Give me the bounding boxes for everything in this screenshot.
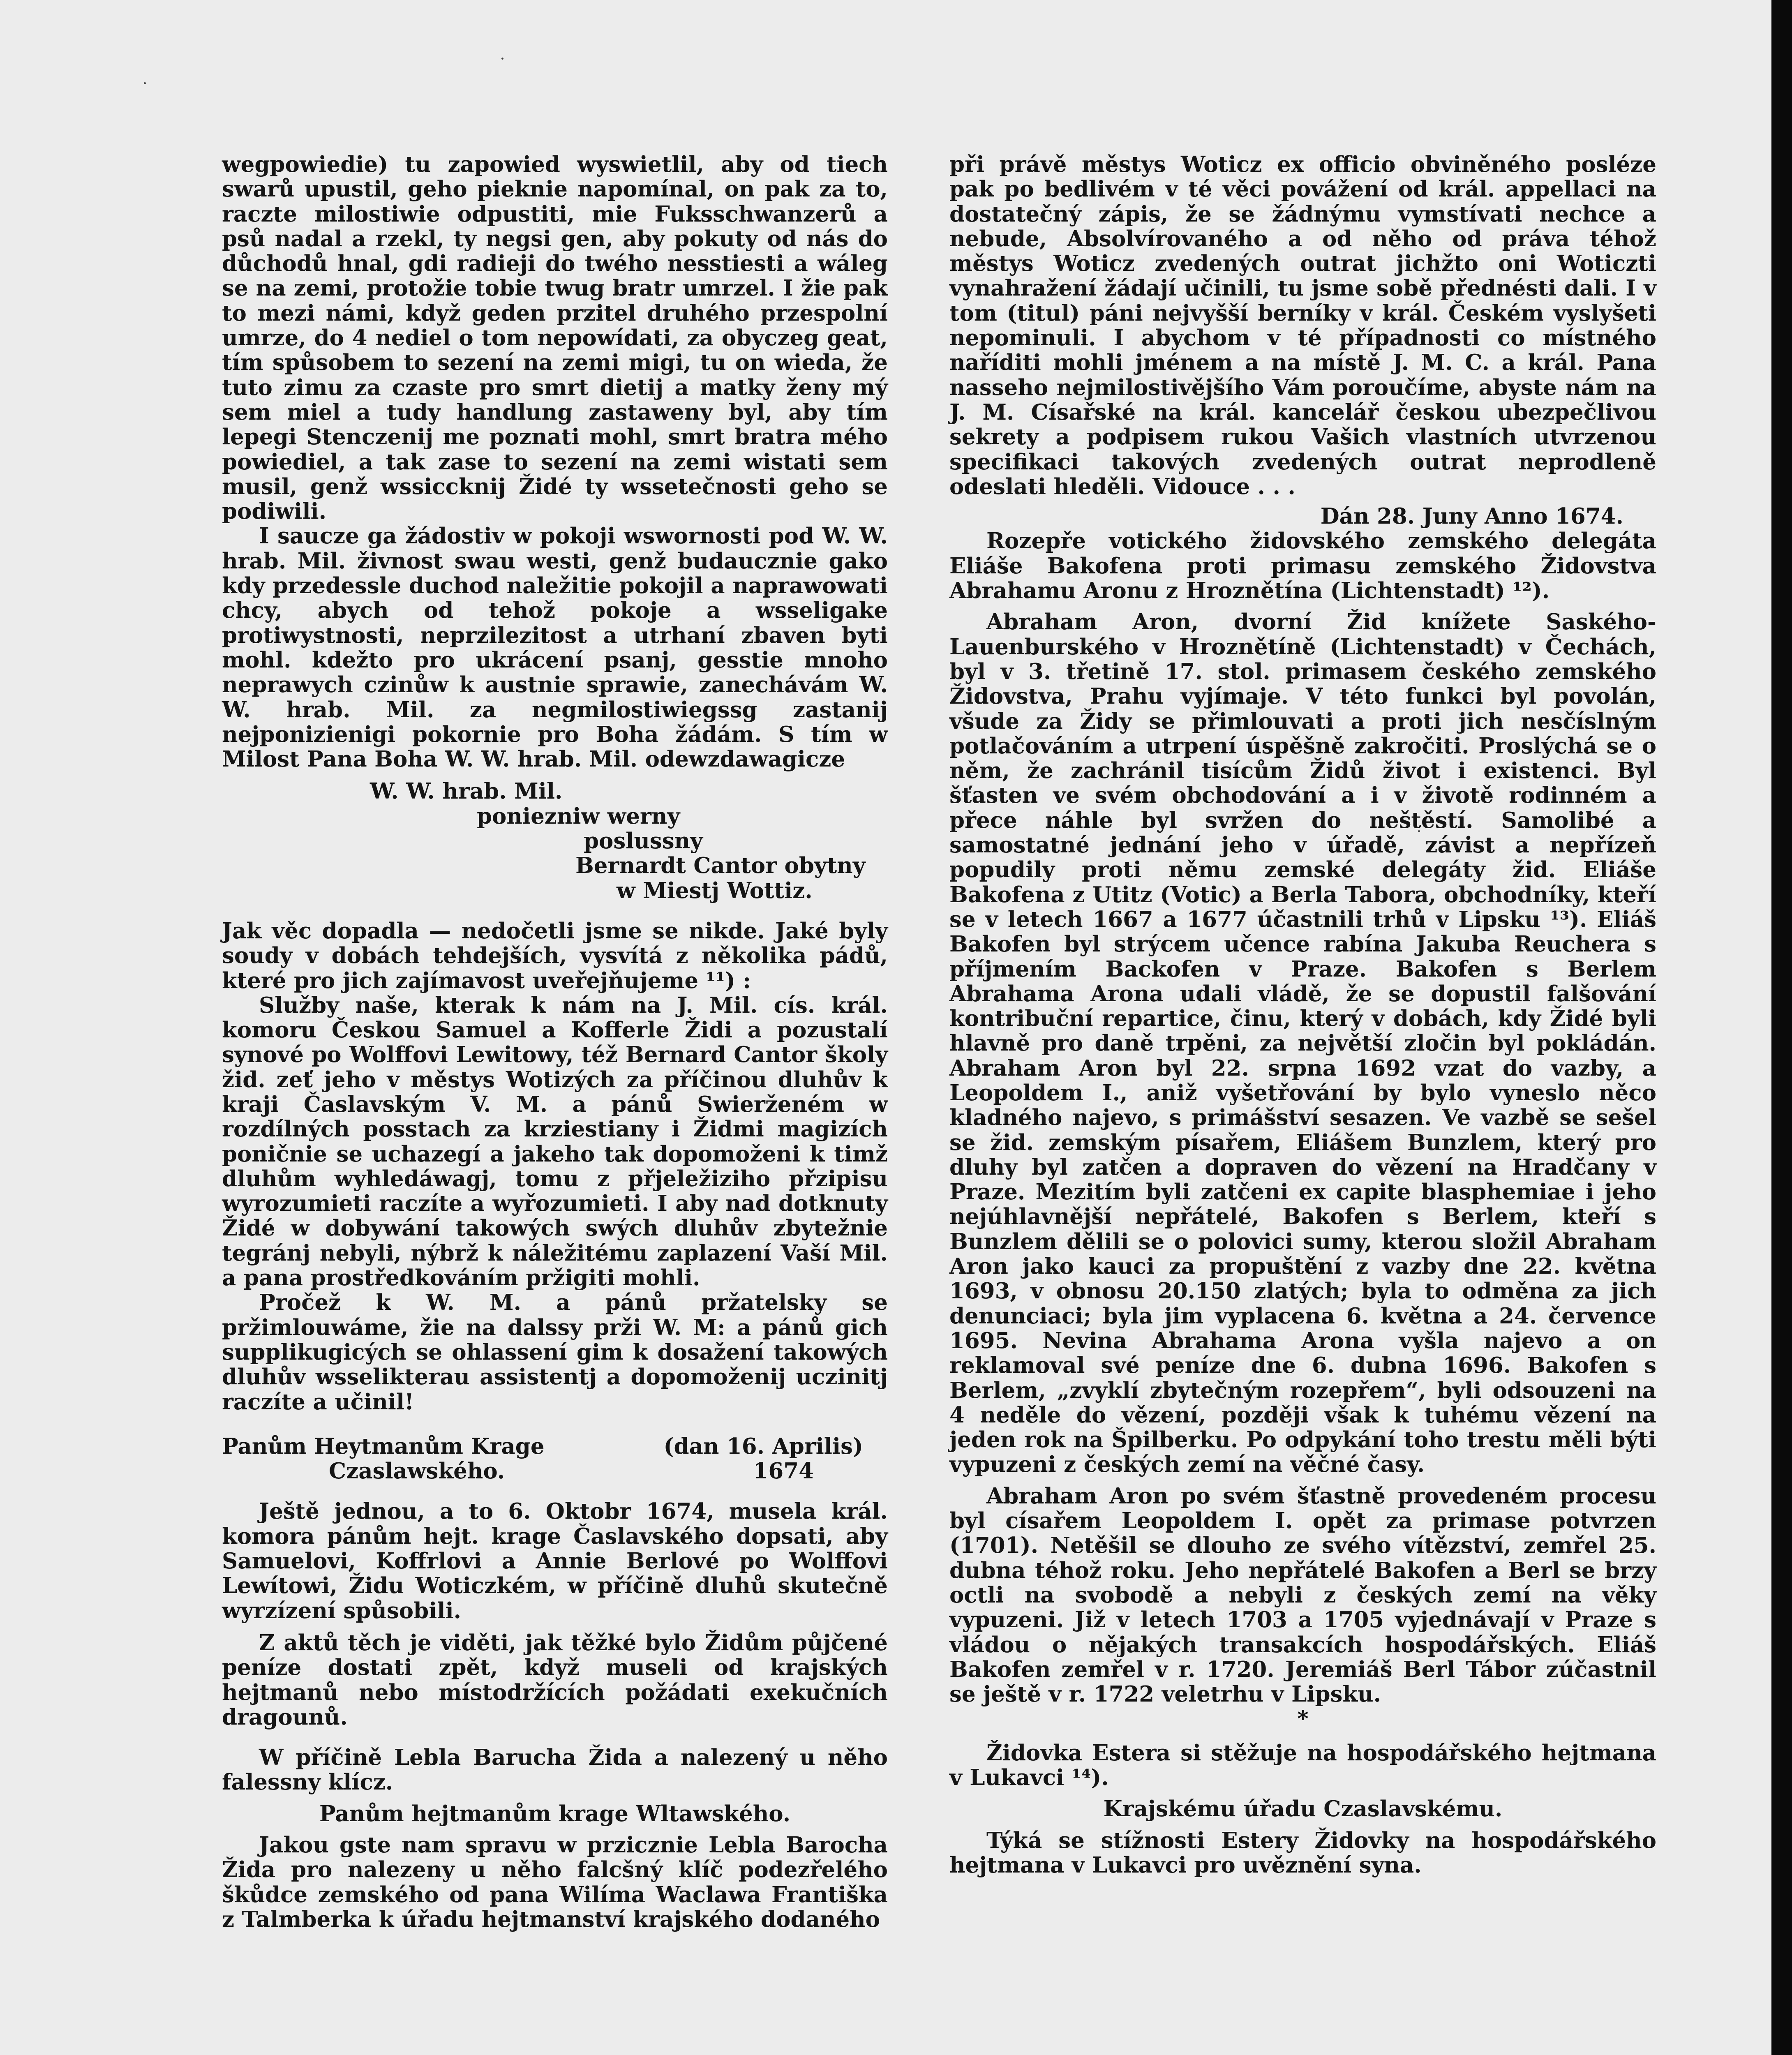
paragraph: Pročež k W. M. a pánů pržatelsky se pržimlouwáme, žie na dalssy prži W. M: a pánů gich supplikugicých se ohlassení gim k dosažení takowých dluhův wsselikterau assistentj a dopomoženij uczinitj raczíte a učinil! — [222, 1290, 888, 1415]
scan-speck — [501, 58, 503, 60]
paragraph: Jakou gste nam spravu w przicznie Lebla Barocha Žida pro nalezeny u něho falcšný klíč podezřelého škůdce zemského od pana Wilíma Waclawa Františka z Talmberka k úřadu hejtmanství krajského dodaného — [222, 1832, 888, 1932]
signature-line: W. W. hrab. Mil. — [370, 778, 563, 804]
section-separator: * — [1297, 1706, 1309, 1732]
paragraph: wegpowiedie) tu zapowied wyswietlil, aby od tiech swarů upustil, geho pieknie napomínal, on pak za to, raczte milostiwie odpustiti, mie Fuksschwanzerů a psů nadal a rzekl, ty negsi gen, aby pokuty od nás do důchodů hnal, gdi radieji do twého nesstiesti a wáleg se na zemi, protožie tobie twug bratr umrzel. I žie pak to mezi námi, když geden przitel druhého przespolní umrze, do 4 nediel o tom nepowídati, za obyczeg geat, tím spůsobem to sezení na zemi migi, tu on wieda, že tuto zimu za czaste pro smrt dietij a matky ženy mý sem miel a tudy handlung zastaweny byl, aby tím lepegi Stenczenij me poznati mohl, smrt bratra mého powiediel, a tak zase to sezení na zemi wistati sem musil, genž wssiccknij Židé ty wssetečnosti geho se podiwili. — [222, 152, 888, 524]
paragraph: Abraham Aron po svém šťastně provedeném procesu byl císařem Leopoldem I. opět za primase potvrzen (1701). Netěšil se dlouho ze svého vítězství, zemřel 25. dubna téhož roku. Jeho nepřátelé Bakofen a Berl se brzy octli na svobodě a nebyli z českých zemí na věky vypuzeni. Již v letech 1703 a 1705 vyjednávají v Praze s vládou o nějakých transakcích hospodářských. Eliáš Bakofen zemřel v r. 1720. Jeremiáš Berl Tábor zúčastnil se ještě v r. 1722 veletrhu v Lipsku. — [949, 1483, 1656, 1707]
section-heading: Židovka Estera si stěžuje na hospodářského hejtmana v Lukavci ¹⁴). — [949, 1740, 1656, 1790]
paragraph: Abraham Aron, dvorní Žid knížete Saského-Lauenburského v Hroznětíně (Lichtenstadt) v Čechách, byl v 3. třetině 17. stol. primasem českého zemského Židovstva, Prahu vyjímaje. V této funkci byl povolán, všude za Židy se přimlouvati a proti jich nesčíslným potlačováním a utrpení úspěšně zakročiti. Proslýchá se o něm, že zachránil tisícům Židů život i existenci. Byl šťasten ve svém obchodování a i v životě rodinném a přece náhle byl svržen do neštěstí. Samolibé a samostatné jednání jeho v úřadě, závist a nepřízeň popudily proti němu zemské delegáty žid. Eliáše Bakofena z Utitz (Votic) a Berla Tabora, obchodníky, kteří se v letech 1667 a 1677 účastnili trhů v Lipsku ¹³). Eliáš Bakofen byl strýcem učence rabína Jakuba Reuchera s příjmením Backofen v Praze. Bakofen s Berlem Abrahama Arona udali vládě, že se dopustil falšování kontribuční repartice, činu, který v dobách, kdy Židé byli hlavně pro daně trpěni, za největší zločin byl pokládán. Abraham Aron byl 22. srpna 1692 vzat do vazby, a Leopoldem I., aniž vyšetřování by bylo vyneslo něco kladného najevo, s primášství sesazen. Ve vazbě se sešel se žid. zemským písařem, Eliášem Bunzlem, který pro dluhy byl zatčen a dopraven do vězení na Hradčany v Praze. Mezitím byli zatčeni ex capite blasphemiae i jeho nejúhlavnější nepřátelé, Bakofen s Berlem, kteří s Bunzlem dělili se o polovici sumy, kterou složil Abraham Aron jako kauci za propuštění z vazby dne 22. května 1693, v obnosu 20.150 zlatých; byla to odměna za jich denunciaci; byla jim vyplacena 6. května a 24. července 1695. Nevina Abrahama Arona vyšla najevo a on reklamoval své peníze dne 6. dubna 1696. Bakofen s Berlem, „zvyklí zbytečným rozepřem“, byli odsouzeni na 4 neděle do vězení, později však k tuhému vězení na jeden rok na Špilberku. Po odpykání toho trestu měli býti vypuzeni z českých zemí na věčné časy. — [949, 609, 1656, 1478]
address-line: Czaslawského. — [329, 1458, 505, 1484]
left-column — [222, 152, 888, 1932]
address-heading: Krajskému úřadu Czaslavskému. — [1103, 1796, 1503, 1822]
address-date: (dan 16. Aprilis) — [663, 1433, 863, 1459]
address-block — [222, 1434, 888, 1484]
paragraph: Z aktů těch je viděti, jak těžké bylo Židům půjčené peníze dostati zpět, když museli od krajských hejtmanů nebo místodržících požádati exekučních dragounů. — [222, 1630, 888, 1730]
signature-line: Bernardt Cantor obytny — [575, 853, 866, 879]
paragraph: I saucze ga žádostiv w pokoji wswornosti pod W. W. hrab. Mil. živnost swau westi, genž budaucznie gako kdy przedessle duchod naležitie pokojil a naprawowati chcy, abych od tehož pokoje a wsseligake protiwystnosti, neprzilezitost a utrhaní zbaven byti mohl. kdežto pro ukrácení psanj, gesstie mnoho neprawych czinůw k austnie sprawie, zanechávám W. W. hrab. Mil. za negmilostiwiegssg zastanij nejponizienigi pokornie pro Boha žádám. S tím w Milost Pana Boha W. W. hrab. Mil. odewzdawagicze — [222, 523, 888, 772]
paragraph: Jak věc dopadla — nedočetli jsme se nikde. Jaké byly soudy v dobách tehdejších, vysvítá z několika pádů, které pro jich zajímavost uveřejňujeme ¹¹) : — [222, 918, 888, 993]
address-year: 1674 — [753, 1458, 814, 1484]
scan-speck — [144, 82, 146, 84]
signature-line: w Miestj Wottiz. — [617, 877, 813, 903]
scan-border-right — [1771, 0, 1792, 2055]
signature-line: poniezniw werny — [477, 803, 680, 829]
address-heading: Panům hejtmanům krage Wltawského. — [319, 1801, 791, 1826]
section-heading: W příčině Lebla Barucha Žida a nalezený u něho falessny klícz. — [222, 1745, 888, 1795]
signature-line: poslussny — [584, 828, 703, 854]
paragraph: Služby naše, kterak k nám na J. Mil. cís. král. komoru Českou Samuel a Kofferle Židi a pozustalí synové po Wolffovi Lewitowy, též Bernard Cantor školy žid. zeť jeho v městys Wotizých za příčinou dluhův k kraji Časlavským V. M. a pánů Swierženém w rozdílných posstach za krziestiany i Židmi magizích poničnie se uchazegí a jakeho tak dopomoženi k timž dluhům wyhledáwagj, tomu z přjeležiziho přzipisu wyrozumieti raczíte a wyřozumieti. I aby nad dotknuty Židé w dobywání takowých swých dluhův zbytežnie tegránj nebyli, nýbrž k náležitému zaplazení Vaší Mil. a pana prostředkováním pržigiti mohli. — [222, 992, 888, 1291]
date-line: Dán 28. Juny Anno 1674. — [1320, 503, 1623, 529]
section-heading: Rozepře votického židovského zemského delegáta Eliáše Bakofena proti primasu zemského Židovstva Abrahamu Aronu z Hroznětína (Lichtenstadt) ¹²). — [949, 528, 1656, 604]
right-column — [949, 152, 1656, 1877]
paragraph: při právě městys Woticz ex officio obviněného posléze pak po bedlivém v té věci povážení od král. appellaci na dostatečný zápis, že se žádnýmu vymstívati nechce a nebude, Absolvírovaného a od něho od práva téhož městys Woticz zvedených outrat jichžto oni Woticzti vynahražení žádají učinili, tu jsme sobě přednésti dali. I v tom (titul) páni nejvyšší berníky v král. Českém vyslyšeti nepominuli. I abychom v té případnosti co místného naříditi mohli jménem a na místě J. M. C. a král. Pana nasseho nejmilostivějšího Vám poroučíme, abyste nám na J. M. Císařské na král. kancelář českou ubezpečlivou sekrety a podpisem rukou Vašich vlastních utvrzenou specifikaci takových zvedených outrat neprodleně odeslati hleděli. Vidouce . . . — [949, 152, 1656, 499]
paragraph: Ještě jednou, a to 6. Oktobr 1674, musela král. komora pánům hejt. krage Časlavského dopsati, aby Samuelovi, Koffrlovi a Annie Berlové po Wolffovi Lewítowi, Židu Woticzkém, w příčině dluhů skutečně wyrzízení spůsobili. — [222, 1499, 888, 1623]
paragraph: Týká se stížnosti Estery Židovky na hospodářského hejtmana v Lukavci pro uvěznění syna. — [949, 1827, 1656, 1878]
address-line: Panům Heytmanům Krage — [222, 1433, 545, 1459]
